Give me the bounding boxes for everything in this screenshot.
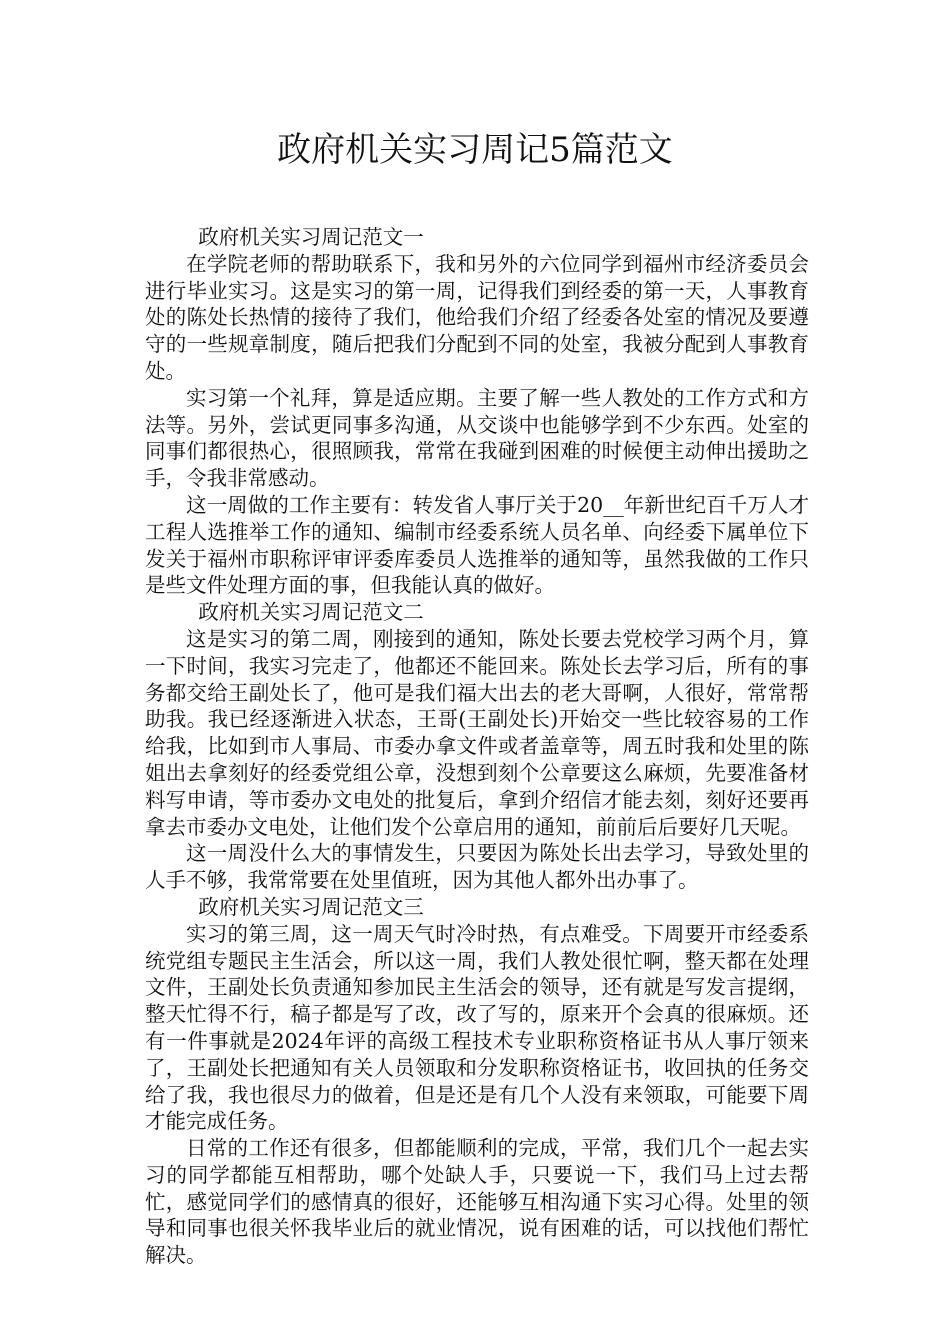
body-paragraph: 实习的第三周，这一周天气时冷时热，有点难受。下周要开市经委系统党组专题民主生活会，所以这一周，我们人教处很忙啊，整天都在处理文件，王副处长负责通知参加民主生活会的领导，还有就是写发言提纲，整天忙得不行，稿子都是写了改，改了写的，原来开个会真的很麻烦。还有一件事就是2024年评的高级工程技术专业职称资格证书从人事厅领来了，王副处长把通知有关人员领取和分发职称资格证书，收回执的任务交给了我，我也很尽力的做着，但是还是有几个人没有来领取，可能要下周才能完成任务。 bbox=[145, 921, 809, 1134]
body-paragraph: 这一周做的工作主要有：转发省人事厅关于20__年新世纪百千万人才工程人选推举工作的通知、编制市经委系统人员名单、向经委下属单位下发关于福州市职称评审评委库委员人选推举的通知等，虽然我做的工作只是些文件处理方面的事，但我能认真的做好。 bbox=[145, 492, 809, 598]
section-heading: 政府机关实习周记范文三 bbox=[198, 894, 424, 919]
document-title: 政府机关实习周记5篇范文 bbox=[277, 130, 673, 170]
body-paragraph: 这是实习的第二周，刚接到的通知，陈处长要去党校学习两个月，算一下时间，我实习完走了，他都还不能回来。陈处长去学习后，所有的事务都交给王副处长了，他可是我们福大出去的老大哥啊，人很好，常常帮助我。我已经逐渐进入状态，王哥(王副处长)开始交一些比较容易的工作给我，比如到市人事局、市委办拿文件或者盖章等，周五时我和处里的陈姐出去拿刻好的经委党组公章，没想到刻个公章要这么麻烦，先要准备材料写申请，等市委办文电处的批复后，拿到介绍信才能去刻，刻好还要再拿去市委办文电处，让他们发个公章启用的通知，前前后后要好几天呢。 bbox=[145, 626, 809, 839]
section-heading: 政府机关实习周记范文一 bbox=[198, 225, 424, 249]
document-body bbox=[145, 224, 809, 1269]
body-paragraph: 在学院老师的帮助联系下，我和另外的六位同学到福州市经济委员会进行毕业实习。这是实习的第一周，记得我们到经委的第一天，人事教育处的陈处长热情的接待了我们，他给我们介绍了经委各处室的情况及要遵守的一些规章制度，随后把我们分配到不同的处室，我被分配到人事教育处。 bbox=[145, 251, 809, 383]
body-paragraph: 这一周没什么大的事情发生，只要因为陈处长出去学习，导致处里的人手不够，我常常要在处里值班，因为其他人都外出办事了。 bbox=[145, 841, 809, 893]
body-paragraph: 日常的工作还有很多，但都能顺利的完成，平常，我们几个一起去实习的同学都能互相帮助，哪个处缺人手，只要说一下，我们马上过去帮忙，感觉同学们的感情真的很好，还能够互相沟通下实习心得。处里的领导和同事也很关怀我毕业后的就业情况，说有困难的话，可以找他们帮忙解决。 bbox=[145, 1136, 809, 1268]
body-paragraph: 实习第一个礼拜，算是适应期。主要了解一些人教处的工作方式和方法等。另外，尝试更同事多沟通，从交谈中也能够学到不少东西。处室的同事们都很热心，很照顾我，常常在我碰到困难的时候便主动伸出援助之手，令我非常感动。 bbox=[145, 385, 809, 491]
section-heading: 政府机关实习周记范文二 bbox=[198, 600, 424, 625]
